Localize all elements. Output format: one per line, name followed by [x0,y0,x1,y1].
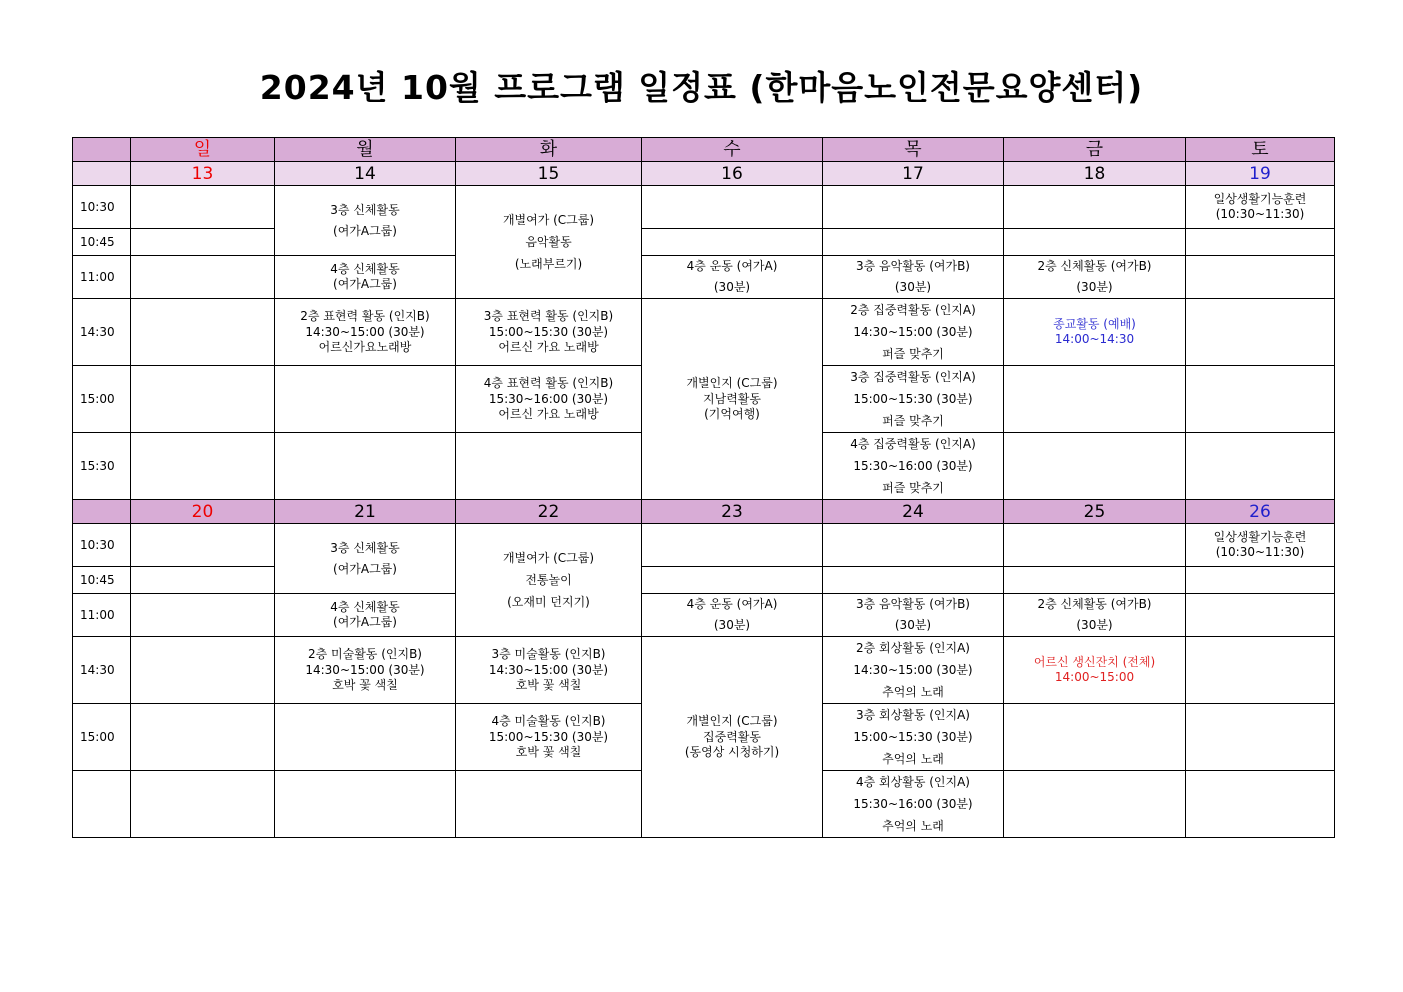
date-corner [73,162,131,186]
week1-row-1030 [73,186,1335,229]
activity-cell [275,637,456,704]
page-title: 2024년 10월 프로그램 일정표 (한마음노인전문요양센터) [259,68,1144,107]
day-monday: 월 [275,138,456,162]
activity-cell [642,594,823,637]
empty-cell [1004,771,1186,838]
empty-cell [823,567,1004,594]
empty-cell [131,186,275,229]
activity-line: 전통놀이 [525,573,572,588]
activity-line: 15:30~16:00 (30분) [853,459,973,474]
date-cell: 17 [823,162,1004,186]
date-cell: 18 [1004,162,1186,186]
activity-line: 15:30~16:00 (30분) [853,797,973,812]
empty-cell [131,524,275,567]
activity-cell [1004,256,1186,299]
activity-line: 14:30~15:00 (30분) [305,662,425,677]
date-cell: 14 [275,162,456,186]
empty-cell [131,704,275,771]
activity-cell [456,637,642,704]
time-label: 14:30 [73,637,131,704]
empty-cell [275,704,456,771]
activity-line: (30분) [1076,618,1113,633]
activity-line: 3층 음악활동 (여가B) [855,597,970,612]
empty-cell [1186,366,1335,433]
activity-line: 4층 집중력활동 (인지A) [850,437,976,452]
activity-cell [1186,524,1335,567]
empty-cell [131,229,275,256]
week2-row-1430 [73,637,1335,704]
activity-cell [456,524,642,637]
activity-cell [1004,594,1186,637]
empty-cell [456,771,642,838]
activity-line: 일상생활기능훈련 [1213,529,1307,544]
week2-row-1100 [73,594,1335,637]
date-cell: 22 [456,500,642,524]
activity-line: (30분) [713,280,751,295]
empty-cell [131,594,275,637]
empty-cell [1186,637,1335,704]
week1-row-1045 [73,229,1335,256]
activity-line: 15:00~15:30 (30분) [488,729,609,744]
date-cell: 20 [131,500,275,524]
activity-line: (여가A그룹) [333,277,397,292]
activity-line: 개별인지 (C그룹) [686,714,778,728]
activity-line: 4층 신체활동 [330,599,400,614]
activity-line: 4층 표현력 활동 (인지B) [483,376,614,390]
activity-line: (여가A그룹) [333,561,397,576]
empty-cell [131,567,275,594]
activity-line: 14:30~15:00 (30분) [853,663,973,678]
empty-cell [642,524,823,567]
empty-cell [1186,299,1335,366]
activity-cell [456,366,642,433]
time-label: 11:00 [73,594,131,637]
day-wednesday: 수 [642,138,823,162]
day-header-row [73,138,1335,162]
activity-line: 2층 신체활동 (여가B) [1037,259,1152,274]
date-cell: 15 [456,162,642,186]
date-cell: 26 [1186,500,1335,524]
activity-line: (30분) [1076,280,1113,295]
activity-line: 4층 신체활동 [330,261,400,276]
activity-line: 15:00~15:30 (30분) [853,730,973,745]
activity-line: 14:30~15:00 (30분) [488,662,609,677]
week2-row-1045 [73,567,1335,594]
activity-cell [275,299,456,366]
empty-cell [131,299,275,366]
activity-cell [456,704,642,771]
activity-line: 14:30~15:00 (30분) [853,325,973,340]
activity-line: 일상생활기능훈련 [1213,191,1307,206]
time-label: 15:00 [73,704,131,771]
empty-cell [1186,256,1335,299]
activity-cell [823,433,1004,500]
activity-cell [823,704,1004,771]
empty-cell [131,256,275,299]
empty-cell [823,524,1004,567]
activity-line: 추억의 노래 [882,819,944,834]
day-thursday: 목 [823,138,1004,162]
date-cell: 25 [1004,500,1186,524]
activity-line: 호박 꽃 색칠 [515,745,582,760]
activity-line: (여가A그룹) [333,615,397,630]
activity-line: 3층 신체활동 [330,540,400,555]
activity-line: 2층 신체활동 (여가B) [1037,597,1152,612]
activity-cell [275,524,456,594]
activity-cell [642,637,823,838]
activity-line: (여가A그룹) [333,223,397,238]
week1-row-1100 [73,256,1335,299]
empty-cell [1004,704,1186,771]
week1-row-1430 [73,299,1335,366]
empty-cell [1004,186,1186,229]
activity-line: 2층 회상활동 (인지A) [856,641,970,656]
empty-cell [1004,229,1186,256]
activity-line: 14:00~14:30 [1054,332,1135,347]
empty-cell [131,366,275,433]
schedule-table [72,137,1335,838]
empty-cell [131,771,275,838]
activity-cell [1004,299,1186,366]
activity-line: 추억의 노래 [882,752,944,767]
activity-cell [1186,186,1335,229]
time-label: 15:30 [73,433,131,500]
activity-cell [642,256,823,299]
activity-cell [456,186,642,299]
week1-date-row [73,162,1335,186]
activity-line: 개별인지 (C그룹) [686,376,778,390]
empty-cell [823,186,1004,229]
activity-cell [823,771,1004,838]
date-cell: 23 [642,500,823,524]
activity-cell [456,299,642,366]
activity-line: 개별여가 (C그룹) [502,551,595,566]
activity-line: 어르신가요노래방 [318,340,412,355]
activity-cell [823,256,1004,299]
activity-line: 14:30~15:00 (30분) [305,324,425,339]
activity-line: 3층 미술활동 (인지B) [491,647,606,661]
time-label: 11:00 [73,256,131,299]
activity-line: 2층 집중력활동 (인지A) [850,303,976,318]
day-friday: 금 [1004,138,1186,162]
date-cell: 13 [131,162,275,186]
empty-cell [456,433,642,500]
time-label: 10:45 [73,229,131,256]
empty-cell [642,229,823,256]
activity-line: 14:00~15:00 [1054,670,1135,685]
activity-cell [275,594,456,637]
activity-line: (동영상 시청하기) [684,745,780,760]
activity-line: 종교활동 (예배) [1053,316,1136,331]
time-label [73,771,131,838]
empty-cell [1186,594,1335,637]
date-cell: 24 [823,500,1004,524]
activity-line: (30분) [894,618,932,633]
activity-line: (오재미 던지기) [507,595,590,610]
empty-cell [1004,366,1186,433]
date-cell: 16 [642,162,823,186]
activity-line: 15:30~16:00 (30분) [488,391,609,406]
empty-cell [275,771,456,838]
empty-cell [131,433,275,500]
week2-date-row [73,500,1335,524]
activity-line: 2층 표현력 활동 (인지B) [300,309,430,323]
empty-cell [1186,704,1335,771]
time-label: 15:00 [73,366,131,433]
activity-line: 퍼즐 맞추기 [882,414,944,429]
empty-cell [1186,433,1335,500]
activity-line: 추억의 노래 [882,685,944,700]
activity-cell [823,366,1004,433]
empty-cell [642,186,823,229]
activity-line: 2층 미술활동 (인지B) [307,647,422,661]
activity-line: 호박 꽃 색칠 [515,678,582,693]
activity-cell [823,299,1004,366]
week2-row-1030 [73,524,1335,567]
activity-line: 어르신 가요 노래방 [498,407,599,422]
empty-cell [1004,524,1186,567]
activity-line: 15:00~15:30 (30분) [488,324,609,339]
date-cell: 19 [1186,162,1335,186]
activity-line: 4층 미술활동 (인지B) [491,714,606,728]
activity-cell [275,256,456,299]
activity-line: 호박 꽃 색칠 [332,678,398,693]
empty-cell [1186,229,1335,256]
activity-line: 개별여가 (C그룹) [502,213,595,228]
activity-line: 3층 표현력 활동 (인지B) [483,309,614,323]
activity-line: 지남력활동 [703,391,761,406]
activity-line: 어르신 생신잔치 (전체) [1033,654,1156,669]
activity-cell [275,186,456,256]
day-tuesday: 화 [456,138,642,162]
empty-cell [131,637,275,704]
activity-line: 퍼즐 맞추기 [882,481,944,496]
activity-line: (30분) [713,618,751,633]
activity-line: 4층 운동 (여가A) [686,259,778,274]
time-label: 14:30 [73,299,131,366]
activity-line: (10:30~11:30) [1215,207,1305,222]
activity-line: (기억여행) [704,407,760,422]
empty-cell [1186,771,1335,838]
activity-line: (30분) [894,280,932,295]
activity-line: (노래부르기) [514,257,583,272]
corner-cell [73,138,131,162]
activity-line: 15:00~15:30 (30분) [853,392,973,407]
empty-cell [275,366,456,433]
activity-cell [1004,637,1186,704]
activity-line: (10:30~11:30) [1215,545,1305,560]
empty-cell [1004,433,1186,500]
activity-line: 3층 집중력활동 (인지A) [850,370,976,385]
date-corner [73,500,131,524]
activity-line: 음악활동 [525,235,572,250]
date-cell: 21 [275,500,456,524]
activity-cell [642,299,823,500]
time-label: 10:30 [73,524,131,567]
time-label: 10:45 [73,567,131,594]
activity-line: 집중력활동 [703,729,761,744]
activity-line: 3층 음악활동 (여가B) [855,259,970,274]
empty-cell [1004,567,1186,594]
empty-cell [1186,567,1335,594]
activity-line: 어르신 가요 노래방 [498,340,599,355]
empty-cell [642,567,823,594]
activity-line: 3층 신체활동 [330,202,400,217]
activity-cell [823,637,1004,704]
day-sunday: 일 [131,138,275,162]
activity-cell [823,594,1004,637]
activity-line: 4층 운동 (여가A) [686,597,778,612]
empty-cell [823,229,1004,256]
day-saturday: 토 [1186,138,1335,162]
empty-cell [275,433,456,500]
activity-line: 3층 회상활동 (인지A) [856,708,970,723]
activity-line: 4층 회상활동 (인지A) [856,775,970,790]
activity-line: 퍼즐 맞추기 [882,347,944,362]
time-label: 10:30 [73,186,131,229]
